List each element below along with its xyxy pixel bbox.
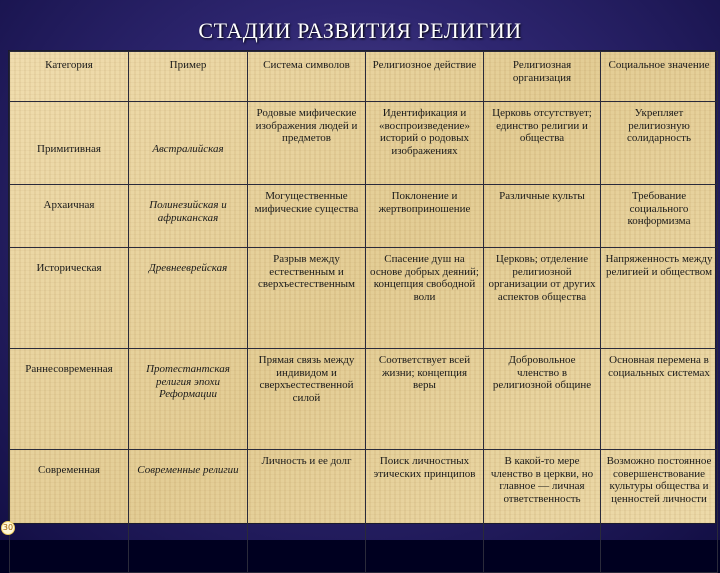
slide-title: СТАДИИ РАЗВИТИЯ РЕЛИГИИ [198, 18, 522, 43]
symbols-cell: Прямая связь между индивидом и сверхъестественной силой [248, 349, 366, 450]
religion-stages-table [8, 50, 716, 524]
table-row [10, 450, 718, 573]
action-cell: Спасение душ на основе добрых деяний; концепция свободной воли [366, 248, 484, 349]
header-significance: Социальное значение [601, 52, 718, 102]
significance-cell: Требование социального конформизма [601, 185, 718, 248]
symbols-cell: Личность и ее долг [248, 450, 366, 573]
header-organization: Религиозная организация [484, 52, 601, 102]
header-action: Религиозное действие [366, 52, 484, 102]
table-row [10, 349, 718, 450]
example-cell: Полинезийская и африканская [129, 185, 248, 248]
organization-cell: Добровольное членство в религиозной общине [484, 349, 601, 450]
example-cell: Древнееврейская [129, 248, 248, 349]
header-category: Категория [10, 52, 129, 102]
organization-cell: В какой-то мере членство в церкви, но главное — личная ответственность [484, 450, 601, 573]
table-row [10, 102, 718, 185]
organization-cell: Различные культы [484, 185, 601, 248]
action-cell: Соответствует всей жизни; концепция веры [366, 349, 484, 450]
action-cell: Идентификация и «воспроизведение» историй о родовых изображениях [366, 102, 484, 185]
organization-cell: Церковь отсутствует; единство религии и общества [484, 102, 601, 185]
example-cell: Современные религии [129, 450, 248, 573]
table-row [10, 185, 718, 248]
example-cell: Австралийская [129, 102, 248, 185]
example-cell: Протестантская религия эпохи Реформации [129, 349, 248, 450]
category-cell: Современная [10, 450, 129, 573]
significance-cell: Напряженность между религией и обществом [601, 248, 718, 349]
significance-cell: Основная перемена в социальных системах [601, 349, 718, 450]
page-number-badge: 30 [1, 521, 15, 535]
header-example: Пример [129, 52, 248, 102]
header-row [10, 52, 718, 102]
symbols-cell: Могущественные мифические существа [248, 185, 366, 248]
header-symbols: Система символов [248, 52, 366, 102]
organization-cell: Церковь; отделение религиозной организации от других аспектов общества [484, 248, 601, 349]
symbols-cell: Разрыв между естественным и сверхъестественным [248, 248, 366, 349]
category-cell: Архаичная [10, 185, 129, 248]
category-cell: Историческая [10, 248, 129, 349]
table-row [10, 248, 718, 349]
action-cell: Поклонение и жертвоприношение [366, 185, 484, 248]
action-cell: Поиск личностных этических принципов [366, 450, 484, 573]
category-cell: Примитивная [10, 102, 129, 185]
symbols-cell: Родовые мифические изображения людей и предметов [248, 102, 366, 185]
significance-cell: Возможно постоянное совершенствование культуры общества и ценностей личности [601, 450, 718, 573]
category-cell: Раннесовременная [10, 349, 129, 450]
significance-cell: Укрепляет религиозную солидарность [601, 102, 718, 185]
